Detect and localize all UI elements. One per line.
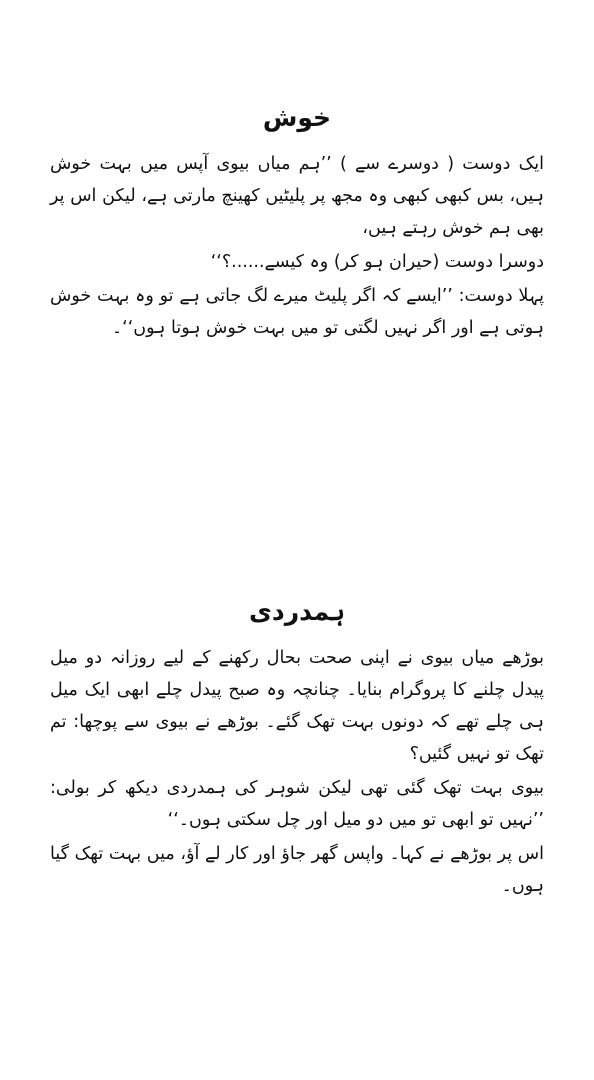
story-title: ہمدردی: [249, 597, 345, 626]
story-title: خوش: [262, 103, 332, 132]
story-paragraph: بیوی بہت تھک گئی تھی لیکن شوہر کی ہمدردی دیکھ کر بولی: ’’نہیں تو ابھی تو میں دو میل اور چل سکتی ہوں۔‘‘: [50, 778, 544, 830]
story-paragraph: پہلا دوست: ’’ایسے کہ اگر پلیٹ میرے لگ جاتی ہے تو وہ بہت خوش ہوتی ہے اور اگر نہیں لگتی تو میں بہت خوش ہوتا ہوں‘‘۔: [50, 286, 544, 338]
story-paragraph: ایک دوست ( دوسرے سے ) ’’ہم میاں بیوی آپس میں بہت خوش ہیں، بس کبھی کبھی وہ مجھ پر پلیٹیں کھینچ مارتی ہے، لیکن اس پر بھی ہم خوش رہتے ہیں،: [50, 154, 544, 238]
story-paragraph: دوسرا دوست (حیران ہو کر) وہ کیسے......؟‘‘: [210, 252, 544, 272]
story-paragraph: بوڑھے میاں بیوی نے اپنی صحت بحال رکھنے کے لیے روزانہ دو میل پیدل چلنے کا پروگرام بنایا۔ چنانچہ وہ صبح پیدل چلے ابھی ایک میل ہی چلے تھے کہ دونوں بہت تھک گئے۔ بوڑھے نے بیوی سے پوچھا: تم تھک تو نہیں گئیں؟: [50, 648, 544, 764]
story-paragraph: اس پر بوڑھے نے کہا۔ واپس گھر جاؤ اور کار لے آؤ، میں بہت تھک گیا ہوں۔: [50, 844, 544, 896]
story-hamdardi: [50, 592, 544, 902]
story-khush: [50, 98, 544, 344]
